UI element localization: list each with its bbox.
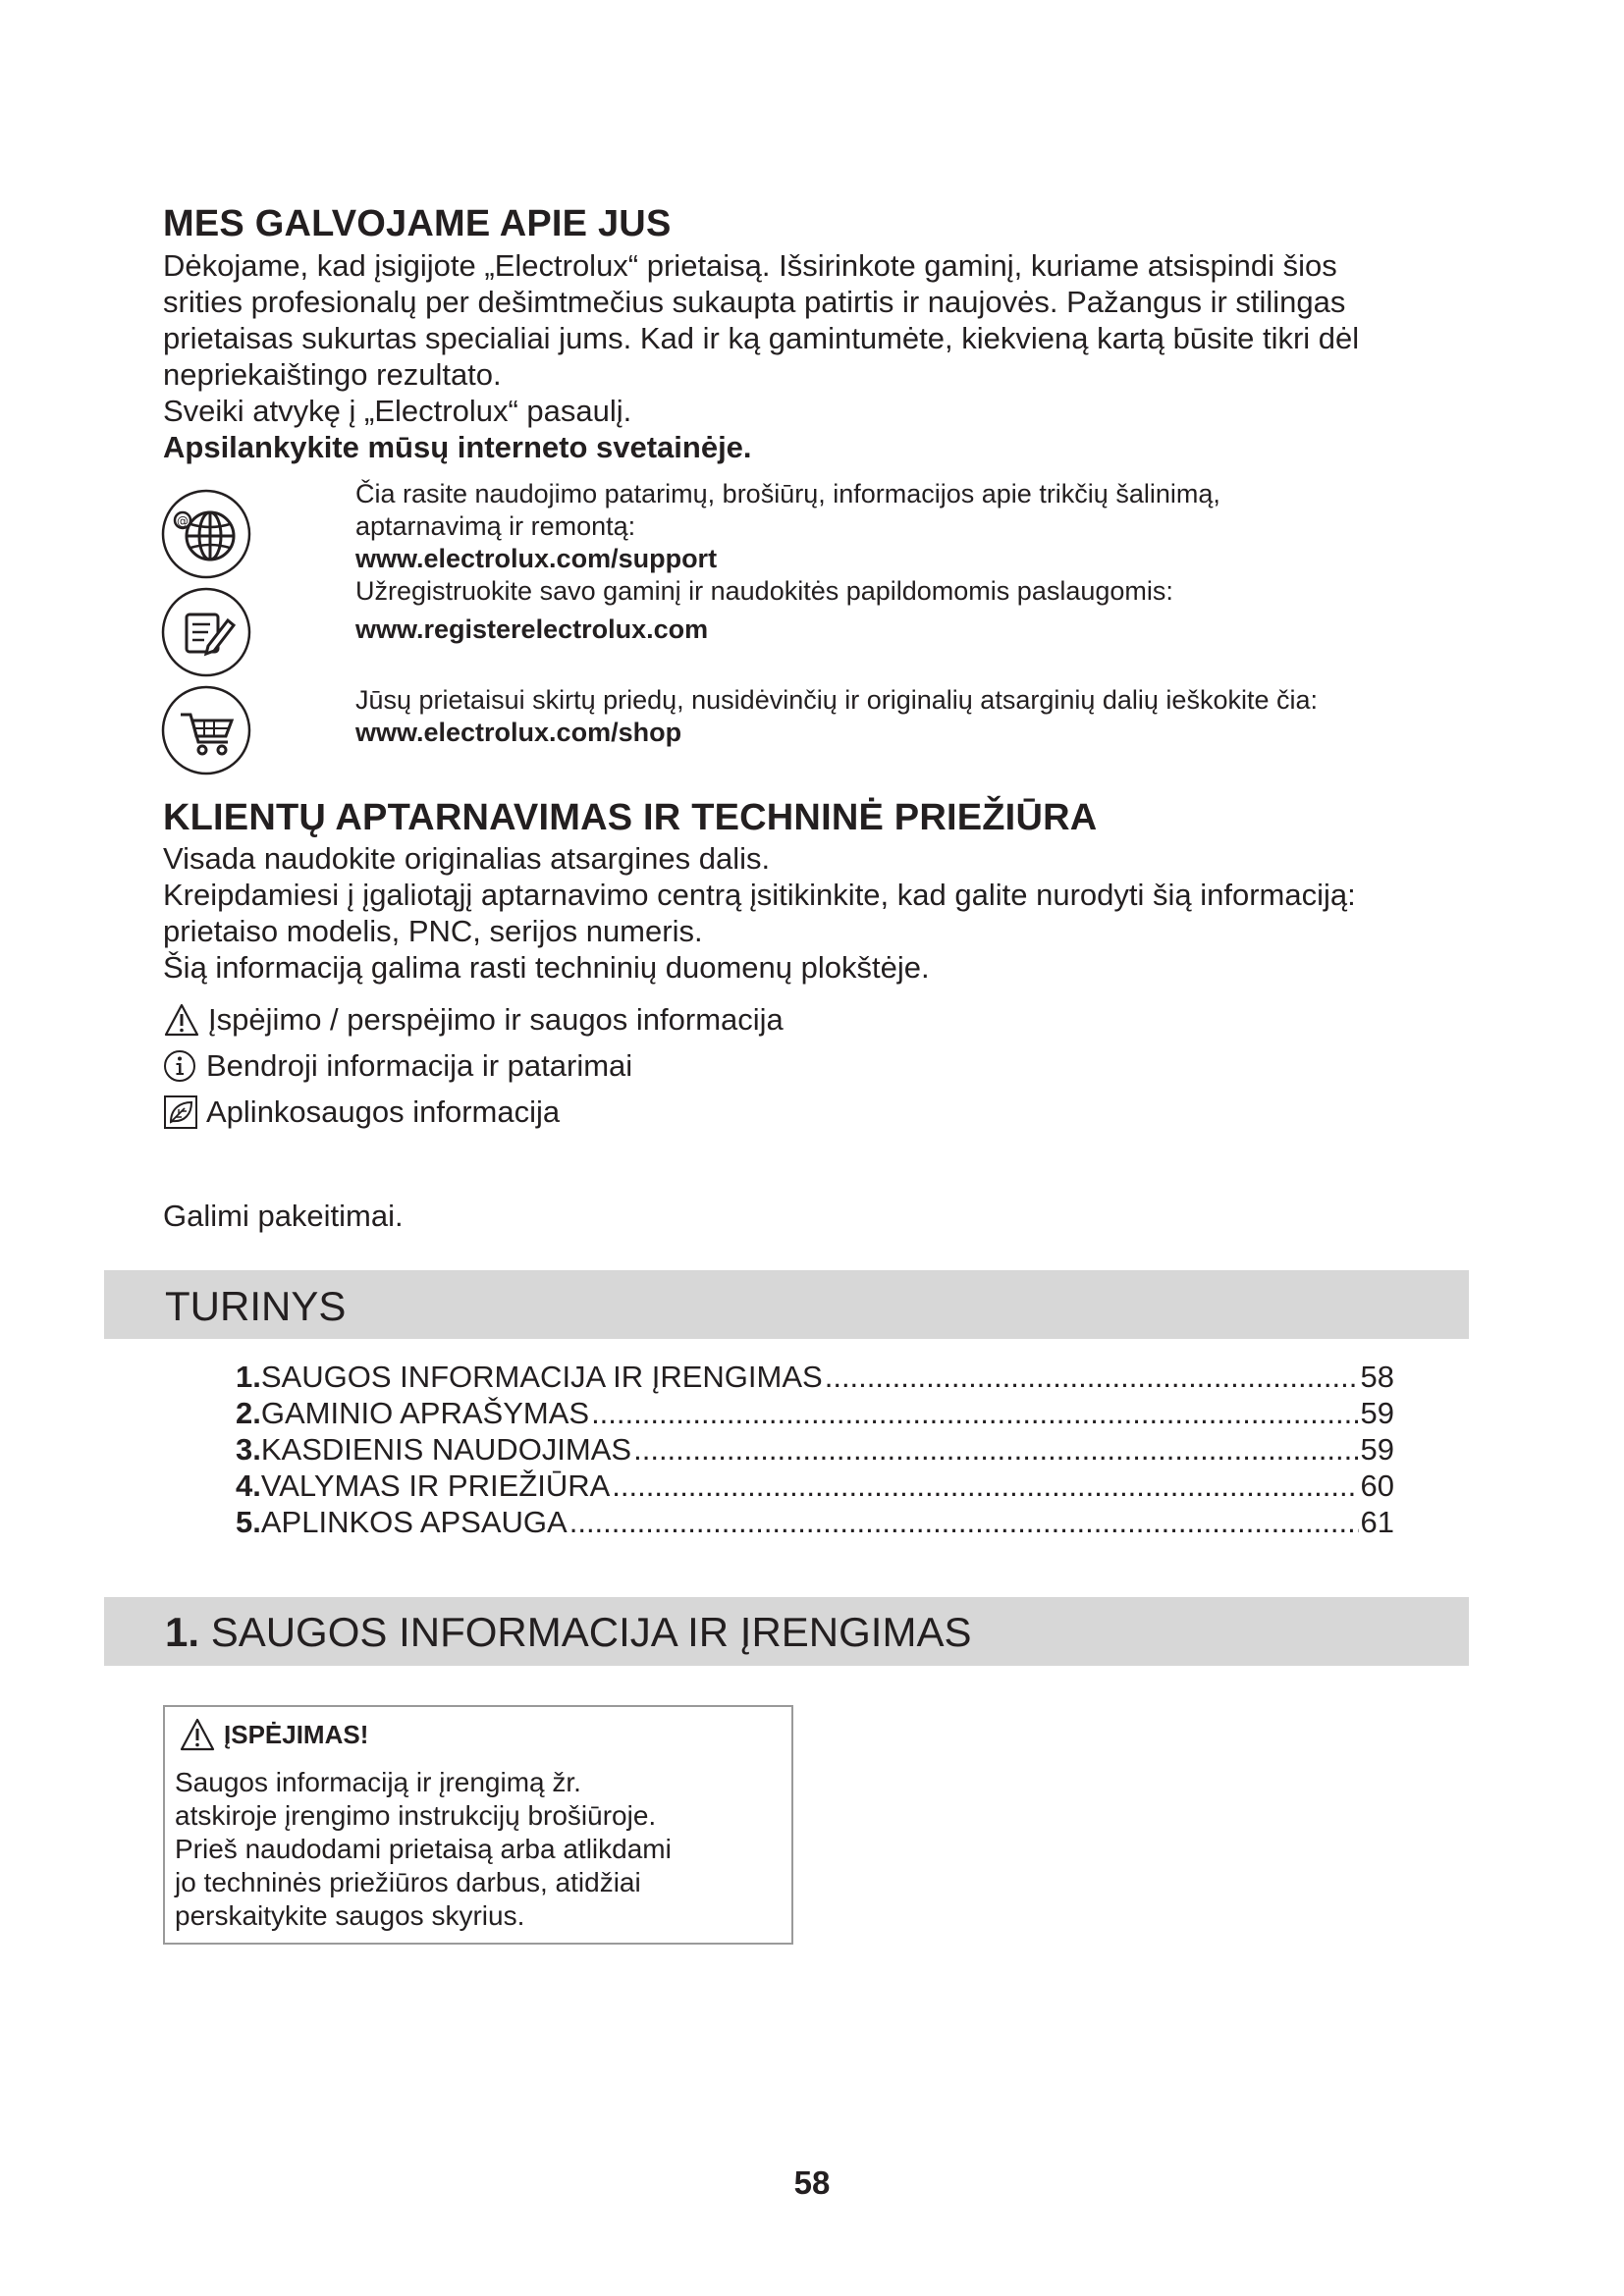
legend-info: [163, 1046, 632, 1086]
service-line: Kreipdamiesi į įgaliotąjį aptarnavimo centrą įsitikinkite, kad galite nurodyti šią informaciją:: [163, 878, 1356, 912]
page-number: 58: [793, 2164, 831, 2201]
intro-line: prietaisas sukurtas specialiai jums. Kad ir ką gamintumėte, kiekvieną kartą būsite tikri dėl: [163, 321, 1360, 355]
service-line: Šią informaciją galima rasti techninių duomenų plokštėje.: [163, 950, 930, 985]
toc-item-page: 58: [1360, 1360, 1394, 1394]
toc-item[interactable]: [236, 1359, 1394, 1395]
toc-item[interactable]: [236, 1468, 1394, 1504]
safety-section-title-text: SAUGOS INFORMACIJA IR ĮRENGIMAS: [199, 1609, 972, 1655]
warning-triangle-icon: [163, 1002, 200, 1038]
toc-item-page: 59: [1360, 1396, 1394, 1430]
shopping-cart-icon: [159, 683, 253, 777]
service-line: Visada naudokite originalias atsargines dalis.: [163, 841, 771, 876]
toc-item-number: 5.: [236, 1505, 261, 1539]
safety-header-band: [104, 1597, 1469, 1666]
service-line: prietaiso modelis, PNC, serijos numeris.: [163, 914, 703, 948]
toc-header-band: [104, 1270, 1469, 1339]
warning-line: jo techninės priežiūros darbus, atidžiai: [175, 1867, 641, 1897]
toc-leader-dots: [591, 1395, 1358, 1431]
intro-line: nepriekaištingo rezultato.: [163, 357, 502, 392]
warning-box-header: [179, 1717, 368, 1752]
warning-line: perskaitykite saugos skyrius.: [175, 1900, 525, 1931]
warning-line: Prieš naudodami prietaisą arba atlikdami: [175, 1834, 672, 1864]
shop-link-block: [355, 684, 1318, 749]
toc-item[interactable]: [236, 1395, 1394, 1431]
svg-text:@: @: [177, 514, 189, 528]
shop-text-line: Jūsų prietaisui skirtų priedų, nusidėvinčių ir originalių atsarginių dalių ieškokite čia:: [355, 685, 1318, 715]
globe-icon: [159, 487, 253, 581]
toc-leader-dots: [825, 1359, 1359, 1395]
toc-item-number: 4.: [236, 1468, 261, 1503]
toc-item-title: APLINKOS APSAUGA: [260, 1505, 568, 1539]
toc-item-title: GAMINIO APRAŠYMAS: [260, 1396, 590, 1430]
info-icon: [163, 1048, 198, 1084]
toc-item[interactable]: [236, 1504, 1394, 1540]
section-title-about-us: MES GALVOJAME APIE JUS: [163, 203, 672, 244]
toc-leader-dots: [612, 1468, 1358, 1504]
warning-line: atskiroje įrengimo instrukcijų brošiūroje.: [175, 1800, 657, 1831]
legend-environment: [163, 1093, 560, 1132]
toc-item-title: VALYMAS IR PRIEŽIŪRA: [260, 1468, 611, 1503]
legend-warning-label: Įspėjimo / perspėjimo ir saugos informacija: [208, 1002, 784, 1037]
intro-line: srities profesionalų per dešimtmečius sukaupta patirtis ir naujovės. Pažangus ir stilingas: [163, 285, 1346, 319]
welcome-line: Sveiki atvykę į „Electrolux“ pasaulį.: [163, 394, 632, 428]
shop-url-link[interactable]: www.electrolux.com/shop: [355, 718, 682, 747]
toc-leader-dots: [569, 1504, 1359, 1540]
register-text-line: Užregistruokite savo gaminį ir naudokitės papildomomis paslaugomis:: [355, 576, 1173, 606]
toc-item-page: 61: [1360, 1505, 1394, 1539]
section-title-customer-service: KLIENTŲ APTARNAVIMAS IR TECHNINĖ PRIEŽIŪRA: [163, 797, 1098, 838]
toc-item-number: 2.: [236, 1396, 261, 1430]
warning-box: [163, 1705, 793, 1945]
support-text-line: aptarnavimą ir remontą:: [355, 511, 636, 541]
service-paragraph: [163, 840, 1356, 986]
support-link-block: [355, 478, 1220, 646]
toc-item-page: 60: [1360, 1468, 1394, 1503]
toc-title: TURINYS: [165, 1283, 347, 1329]
warning-triangle-icon: [179, 1717, 216, 1752]
legend-info-label: Bendroji informacija ir patarimai: [206, 1048, 633, 1083]
register-url-link[interactable]: www.registerelectrolux.com: [355, 614, 709, 644]
warning-title: ĮSPĖJIMAS!: [224, 1719, 369, 1749]
toc-item[interactable]: [236, 1431, 1394, 1468]
legend-environment-label: Aplinkosaugos informacija: [206, 1095, 561, 1129]
toc-item-title: SAUGOS INFORMACIJA IR ĮRENGIMAS: [260, 1360, 823, 1394]
toc-item-number: 3.: [236, 1432, 261, 1467]
leaf-icon: [163, 1095, 198, 1130]
register-icon: [159, 585, 253, 679]
support-url-link[interactable]: www.electrolux.com/support: [355, 544, 718, 573]
warning-line: Saugos informaciją ir įrengimą žr.: [175, 1767, 581, 1797]
support-text-line: Čia rasite naudojimo patarimų, brošiūrų, informacijos apie trikčių šalinimą,: [355, 479, 1220, 508]
safety-section-title: [165, 1609, 971, 1656]
intro-paragraph: [163, 247, 1359, 465]
toc-item-number: 1.: [236, 1360, 261, 1394]
safety-section-number: 1.: [165, 1609, 200, 1655]
changes-note: Galimi pakeitimai.: [163, 1199, 404, 1233]
visit-website-line: Apsilankykite mūsų interneto svetainėje.: [163, 430, 752, 464]
toc-leader-dots: [633, 1431, 1358, 1468]
warning-text: [175, 1766, 672, 1933]
intro-line: Dėkojame, kad įsigijote „Electrolux“ prietaisą. Išsirinkote gaminį, kuriame atsispindi šios: [163, 248, 1337, 283]
legend-warning: [163, 1000, 784, 1040]
toc-item-title: KASDIENIS NAUDOJIMAS: [260, 1432, 632, 1467]
toc-item-page: 59: [1360, 1432, 1394, 1467]
